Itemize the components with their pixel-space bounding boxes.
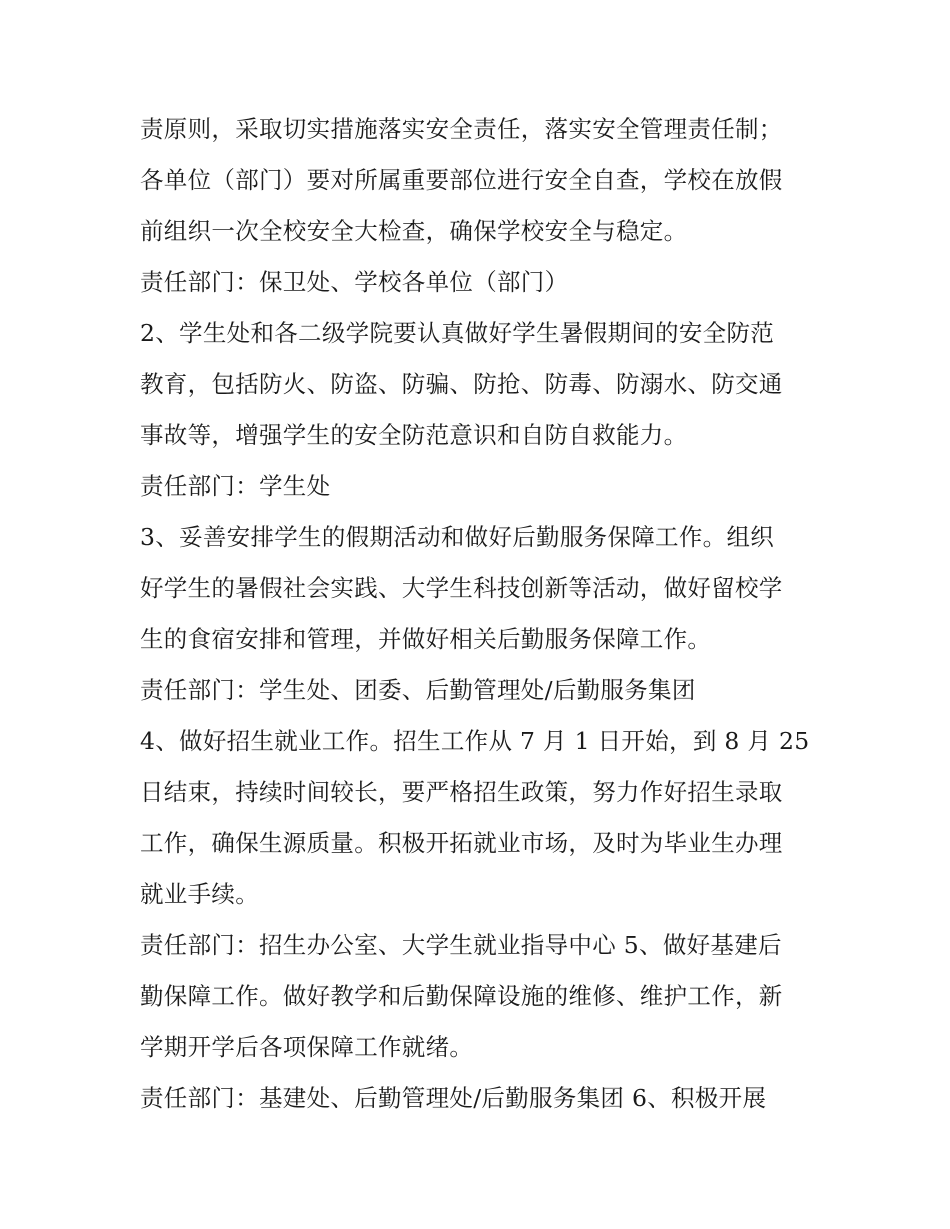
text-line: 生的食宿安排和管理，并做好相关后勤服务保障工作。 (140, 625, 712, 653)
text-line: 3、妥善安排学生的假期活动和做好后勤服务保障工作。组织 (140, 523, 775, 551)
responsible-department-line: 责任部门：学生处、团委、后勤管理处/后勤服务集团 (140, 676, 696, 704)
text-line: 各单位（部门）要对所属重要部位进行安全自查，学校在放假 (140, 166, 783, 194)
text-line: 日结束，持续时间较长，要严格招生政策，努力作好招生录取 (140, 778, 783, 806)
text-line: 责原则，采取切实措施落实安全责任，落实安全管理责任制； (140, 115, 783, 143)
text-line: 4、做好招生就业工作。招生工作从 7 月 1 日开始，到 8 月 25 (140, 727, 810, 755)
responsible-department-line: 责任部门：学生处 (140, 472, 331, 500)
responsible-department-line: 责任部门：保卫处、学校各单位（部门） (140, 268, 569, 296)
text-line: 勤保障工作。做好教学和后勤保障设施的维修、维护工作，新 (140, 982, 783, 1010)
text-line: 就业手续。 (140, 880, 259, 908)
text-line: 好学生的暑假社会实践、大学生科技创新等活动，做好留校学 (140, 574, 783, 602)
text-line: 工作，确保生源质量。积极开拓就业市场，及时为毕业生办理 (140, 829, 783, 857)
document-body (140, 104, 820, 1124)
text-line: 前组织一次全校安全大检查，确保学校安全与稳定。 (140, 217, 688, 245)
text-line: 2、学生处和各二级学院要认真做好学生暑假期间的安全防范 (140, 319, 775, 347)
responsible-department-line: 责任部门：基建处、后勤管理处/后勤服务集团 6、积极开展 (140, 1084, 767, 1112)
text-line: 教育，包括防火、防盗、防骗、防抢、防毒、防溺水、防交通 (140, 370, 783, 398)
text-line: 学期开学后各项保障工作就绪。 (140, 1033, 474, 1061)
responsible-department-line: 责任部门：招生办公室、大学生就业指导中心 5、做好基建后 (140, 931, 782, 959)
text-line: 事故等，增强学生的安全防范意识和自防自救能力。 (140, 421, 688, 449)
